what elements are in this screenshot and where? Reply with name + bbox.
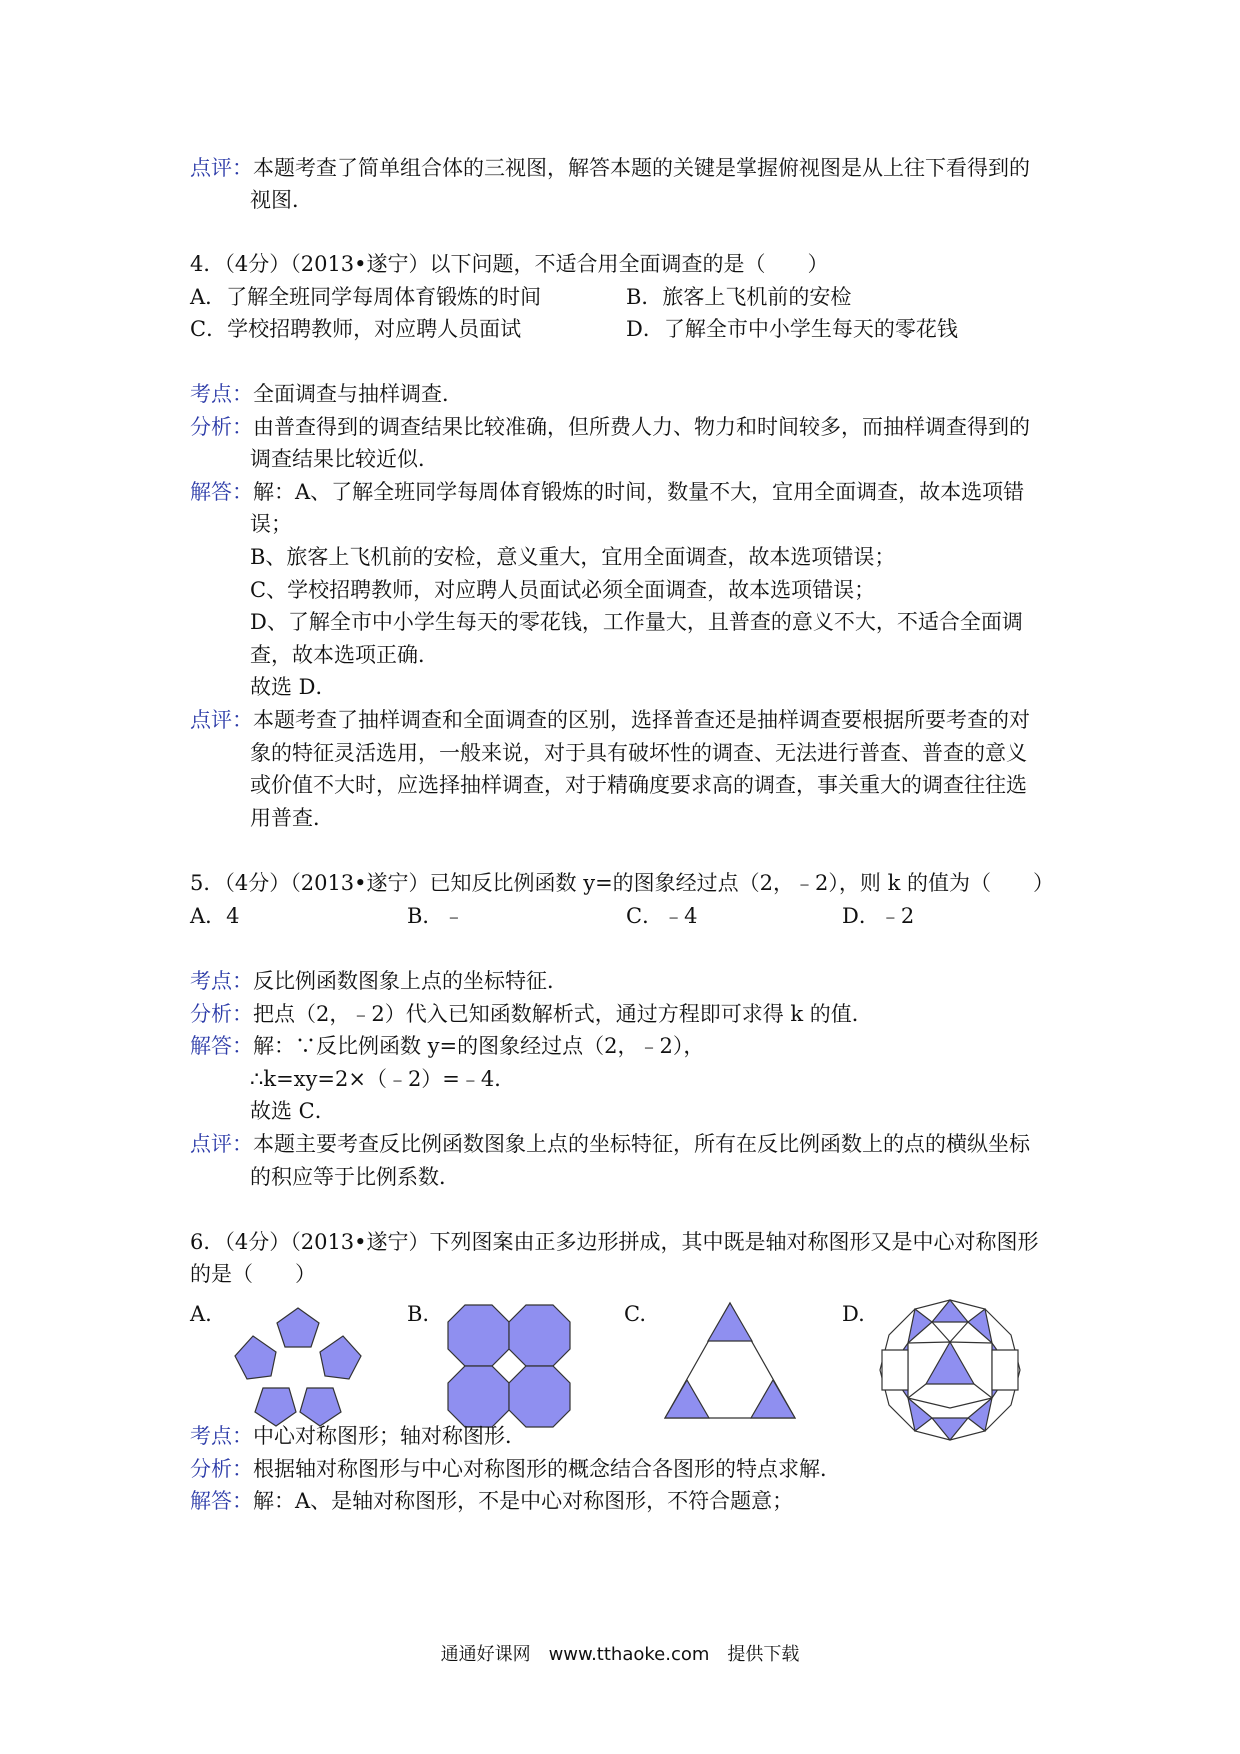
figure-c-triangle xyxy=(660,1298,800,1423)
octagon-4 xyxy=(509,1366,570,1427)
kaodian-label: 考点： xyxy=(190,382,253,406)
fenxi-label: 分析： xyxy=(190,1002,253,1026)
q3-comment-line-2: 视图． xyxy=(250,188,313,212)
q4-fenxi-line-2: 调查结果比较近似． xyxy=(250,447,439,471)
q5-comment-line-1: 点评：本题主要考查反比例函数图象上点的坐标特征，所有在反比例函数上的点的横纵坐标 xyxy=(190,1132,1030,1156)
q4-jieda-line-6: 查，故本选项正确． xyxy=(250,643,439,667)
fenxi-label: 分析： xyxy=(190,415,253,439)
q4-jieda-line-5: D、了解全市中小学生每天的零花钱，工作量大，且普查的意义不大，不适合全面调 xyxy=(250,610,1023,634)
q4-jieda-line-7: 故选 D． xyxy=(250,675,337,699)
q4-jieda-line-3: B、旅客上飞机前的安检，意义重大，宜用全面调查，故本选项错误； xyxy=(250,545,896,569)
comment-label: 点评： xyxy=(190,156,253,180)
q5-jieda-line-3: 故选 C． xyxy=(250,1099,336,1123)
q3-comment-line-1: 点评：本题考查了简单组合体的三视图，解答本题的关键是掌握俯视图是从上往下看得到的 xyxy=(190,156,1030,180)
comment-label: 点评： xyxy=(190,708,253,732)
octagon-3 xyxy=(448,1366,509,1427)
q5-stem: 5．（4分）（2013•遂宁）已知反比例函数 y=的图象经过点（2，﹣2），则 k 的值为（ ） xyxy=(190,871,1054,895)
pentagon-5 xyxy=(235,1336,276,1379)
q4-kaodian: 考点：全面调查与抽样调查． xyxy=(190,382,463,406)
q6-kaodian: 考点：中心对称图形；轴对称图形． xyxy=(190,1424,526,1448)
q5-fenxi: 分析：把点（2，﹣2）代入已知函数解析式，通过方程即可求得 k 的值． xyxy=(190,1002,873,1026)
octagon-2 xyxy=(509,1305,570,1366)
footer-source: 通通好课网 www.tthaoke.com 提供下载 xyxy=(440,1644,800,1665)
pentagon-1 xyxy=(277,1308,319,1347)
figure-b-octagon-grid xyxy=(445,1298,575,1428)
q5-option-a: A．4 xyxy=(190,904,240,928)
jieda-label: 解答： xyxy=(190,1489,253,1513)
q4-fenxi-line-1: 分析：由普查得到的调查结果比较准确，但所费人力、物力和时间较多，而抽样调查得到的 xyxy=(190,415,1030,439)
q4-option-c: C．学校招聘教师，对应聘人员面试 xyxy=(190,317,522,341)
q4-comment-line-3: 或价值不大时，应选择抽样调查，对于精确度要求高的调查，事关重大的调查往往选 xyxy=(250,773,1027,797)
octagon-1 xyxy=(448,1305,509,1366)
q4-stem: 4．（4分）（2013•遂宁）以下问题，不适合用全面调查的是（ ） xyxy=(190,252,829,276)
corner-triangle-top xyxy=(708,1303,752,1341)
q4-comment-line-4: 用普查． xyxy=(250,806,334,830)
q4-comment-line-2: 象的特征灵活选用，一般来说，对于具有破坏性的调查、无法进行普查、普查的意义 xyxy=(250,741,1027,765)
q6-option-a-label: A. xyxy=(190,1302,212,1326)
q4-option-d: D．了解全市中小学生每天的零花钱 xyxy=(626,317,958,341)
pentagon-2 xyxy=(320,1336,361,1379)
jieda-label: 解答： xyxy=(190,1034,253,1058)
q4-option-a: A．了解全班同学每周体育锻炼的时间 xyxy=(190,285,542,309)
q6-option-b-label: B. xyxy=(407,1302,430,1326)
q4-jieda-line-2: 误； xyxy=(250,512,292,536)
q4-jieda-line-4: C、学校招聘教师，对应聘人员面试必须全面调查，故本选项错误； xyxy=(250,578,876,602)
q5-jieda-line-1: 解答：解：∵反比例函数 y=的图象经过点（2，﹣2）， xyxy=(190,1034,705,1058)
kaodian-label: 考点： xyxy=(190,1424,253,1448)
square-right xyxy=(992,1350,1018,1390)
q5-option-b: B．﹣ xyxy=(407,904,465,928)
q6-option-c-label: C. xyxy=(624,1302,646,1326)
q5-comment-line-2: 的积应等于比例系数． xyxy=(250,1165,460,1189)
figure-a-pentagon-ring xyxy=(228,1298,368,1433)
q6-stem-line-1: 6．（4分）（2013•遂宁）下列图案由正多边形拼成，其中既是轴对称图形又是中心对称图形 xyxy=(190,1230,1039,1254)
q6-fenxi: 分析：根据轴对称图形与中心对称图形的概念结合各图形的特点求解． xyxy=(190,1457,841,1481)
q4-jieda-line-1: 解答：解：A、了解全班同学每周体育锻炼的时间，数量不大，宜用全面调查，故本选项错 xyxy=(190,480,1025,504)
q5-kaodian: 考点：反比例函数图象上点的坐标特征． xyxy=(190,969,568,993)
q4-option-b: B．旅客上飞机前的安检 xyxy=(626,285,852,309)
q5-option-c: C．﹣4 xyxy=(626,904,698,928)
q6-stem-line-2: 的是（ ） xyxy=(190,1262,316,1286)
q6-option-d-label: D. xyxy=(842,1302,865,1326)
fenxi-label: 分析： xyxy=(190,1457,253,1481)
square-left xyxy=(882,1350,908,1390)
comment-label: 点评： xyxy=(190,1132,253,1156)
figure-d-dodecagon xyxy=(878,1298,1023,1443)
kaodian-label: 考点： xyxy=(190,969,253,993)
q5-option-d: D．﹣2 xyxy=(842,904,915,928)
q5-jieda-line-2: ∴k=xy=2×（﹣2）=﹣4． xyxy=(250,1067,516,1091)
q4-comment-line-1: 点评：本题考查了抽样调查和全面调查的区别，选择普查还是抽样调查要根据所要考查的对 xyxy=(190,708,1030,732)
jieda-label: 解答： xyxy=(190,480,253,504)
q6-jieda: 解答：解：A、是轴对称图形，不是中心对称图形，不符合题意； xyxy=(190,1489,794,1513)
